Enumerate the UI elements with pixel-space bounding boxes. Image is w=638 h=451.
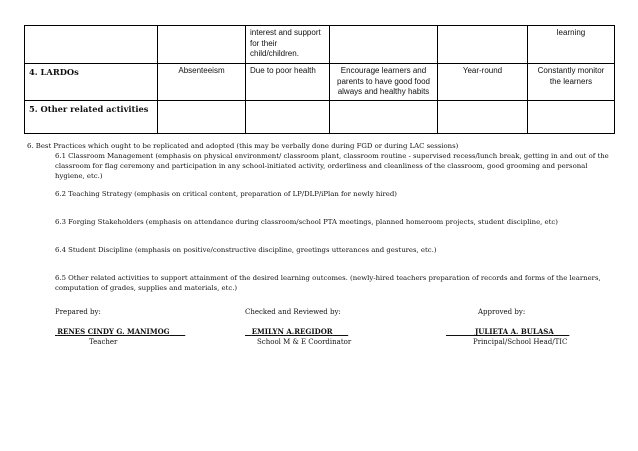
table-cell xyxy=(246,100,330,133)
practice-item: 6.5 Other related activities to support attainment of the desired learning outcomes. (newly-hired teachers preparation of records and forms of the learners, computation of grades, supplies and materials, etc.) xyxy=(55,274,601,292)
prepared-by-caption: Prepared by: xyxy=(55,308,101,316)
table-row-lardos xyxy=(25,64,615,101)
table-row-prev xyxy=(25,26,615,64)
table-cell xyxy=(528,100,615,133)
table-row-other xyxy=(25,100,615,133)
checked-by-caption: Checked and Reviewed by: xyxy=(245,308,341,316)
lardos-timeline: Year-round xyxy=(438,64,528,101)
table-cell xyxy=(25,26,158,64)
lardos-intervention: Encourage learners and parents to have good food always and healthy habits xyxy=(330,64,438,101)
lardos-cause: Due to poor health xyxy=(246,64,330,101)
table-cell xyxy=(158,100,246,133)
preparer-name: RENES CINDY G. MANIMOG xyxy=(57,327,170,336)
support-cell: interest and support for their child/children. xyxy=(246,26,330,64)
approver-title: Principal/School Head/TIC xyxy=(473,338,568,346)
table-cell xyxy=(438,100,528,133)
approved-by-caption: Approved by: xyxy=(478,308,526,316)
table-cell xyxy=(438,26,528,64)
practice-item: 6.3 Forging Stakeholders (emphasis on attendance during classroom/school PTA meetings, planned homeroom projects, student discipline, etc) xyxy=(55,218,558,226)
checked-by-block xyxy=(245,307,351,347)
learning-cell: learning xyxy=(528,26,615,64)
lardos-monitoring: Constantly monitor the learners xyxy=(528,64,615,101)
approved-by-block xyxy=(446,307,569,347)
practice-item: 6.4 Student Discipline (emphasis on positive/constructive discipline, greetings utterances and gestures, etc.) xyxy=(55,246,437,254)
approver-name: JULIETA A. BULASA xyxy=(474,327,554,336)
checker-title: School M & E Coordinator xyxy=(257,338,352,346)
section-heading: 6. Best Practices which ought to be replicated and adopted (this may be verbally done during FGD or during LAC sessions) xyxy=(27,142,459,150)
practice-item: 6.2 Teaching Strategy (emphasis on critical content, preparation of LP/DLP/iPlan for newly hired) xyxy=(55,190,397,198)
table-cell xyxy=(158,26,246,64)
preparer-title: Teacher xyxy=(89,338,118,346)
best-practices-section xyxy=(27,141,617,293)
practice-item: 6.1 Classroom Management (emphasis on physical environment/ classroom plant, classroom routine - supervised recess/lunch break, getting in and out of the classroom for flag ceremony and participation in any school-initiated activity, orderliness and cleanliness of the classroom, good grooming and personal hygiene, etc.) xyxy=(55,152,609,180)
table-cell xyxy=(330,100,438,133)
checker-name: EMILYN A.REGIDOR xyxy=(251,327,333,336)
other-activities-label: 5. Other related activities xyxy=(25,100,158,133)
table-cell xyxy=(330,26,438,64)
prepared-by-block xyxy=(55,307,185,347)
lardos-label: 4. LARDOs xyxy=(25,64,158,101)
lardos-issue: Absenteeism xyxy=(158,64,246,101)
activity-table xyxy=(24,25,615,134)
